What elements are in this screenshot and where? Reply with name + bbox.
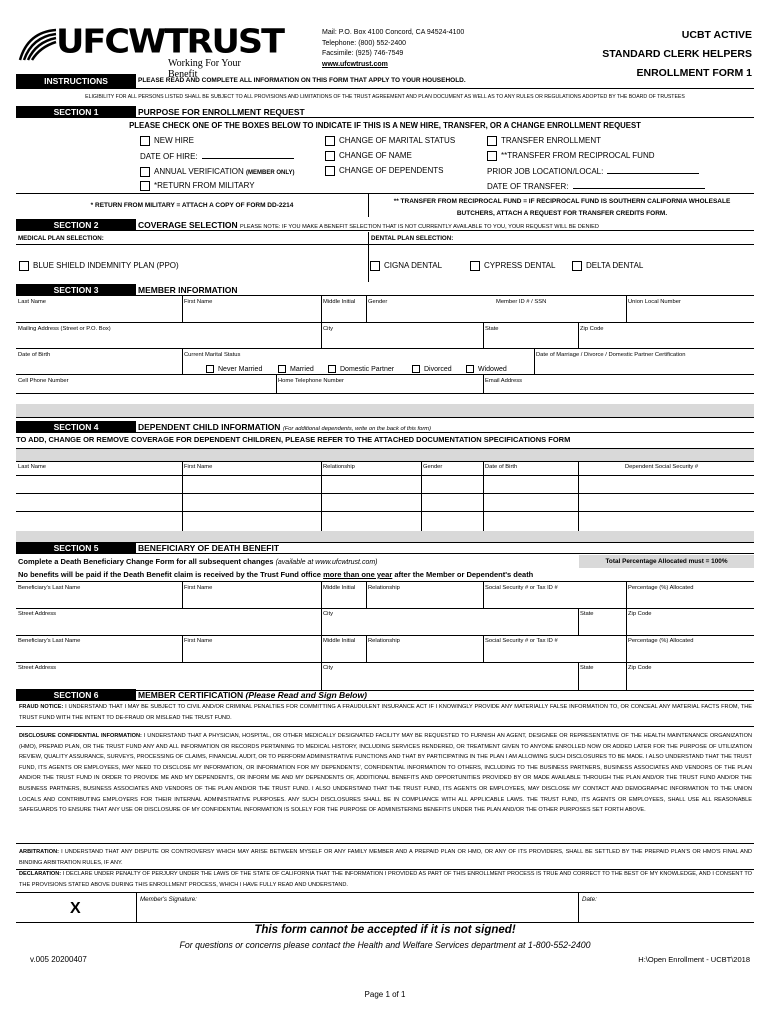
section4-label: SECTION 4	[16, 421, 136, 433]
disclosure-text: I UNDERSTAND THAT A PHYSICIAN, HOSPITAL, OR OTHER MEDICALLY DESIGNATED FACILITY MAY BE REQUESTED TO FURNISH AN AGENT, DESIGNEE OR REPRESENTATIVE OF THE HEALTH MAINTENANCE ORGANIZATION (HMO), PREPAID PLAN, OR THE TRUST FUND ANY AND ALL INFORMATION OR RECORDS PERTAINING TO MEDICAL HISTORY, INCLUDING SERVICES RENDERED, OR TREATMENT GIVEN TO ANYONE ENROLLED NOW OR ADDED LATER FOR THE PURPOSE OF UTILIZATION REVIEW, QUALITY ASSURANCE, SURVEYS, PROCESSING OF CLAIMS, FINANCIAL AUDIT, OR TO PERFORM ADMINISTRATIVE FUNCTIONS AND THAT BY PARTICIPATING IN THE PLAN I AM ALLOWING SUCH DISCLOSURES TO BE MADE. I ALSO UNDERSTAND THAT THE TRUST FUND, ITS AGENTS OR EMPLOYEES, MAY NEED TO DISCLOSE MY INFORMATION, OR INFORMATION FOR MY DEPENDENTS', CONFIDENTIAL INFORMATION TO OTHERS, INCLUDING TO THE BUSINESS PARTNERS, BUSINESS ASSOCIATES AND VENDORS OF THE PLAN AND/OR THE TRUST FUND IN ORDER TO PROVIDE ME AND MY DEPENDENTS, OR INFORM ME AND MY DEPENDENTS OF, ADDITIONAL BENEFITS AND OPPORTUNITIES PROVIDED BY OR MADE AVAILABLE THROUGH THE PLAN AND/OR THE TRUST FUND AND/OR THE BUSINESS PARTNERS, BUSINESS ASSOCIATES AND VENDORS OF THE PLAN AND/OR THE TRUST FUND. I ALSO UNDERSTAND THAT THE TRUST FUND, ITS AGENTS OR EMPLOYEES, MAY DISCLOSE MY CONTACT AND DEMOGRAPHIC INFORMATION TO THE UNION LOCALS AND CONTRIBUTING EMPLOYERS FOR THEIR INTERNAL ADMINISTRATIVE PURPOSES. ANY SUCH DISCLOSURES SHALL BE IN COMPLIANCE WITH ALL APPLICABLE LAWS. THE TRUST FUND, ITS AGENTS OR EMPLOYEES, SHALL USE ALL REASONABLE SAFEGUARDS TO ENSURE THAT ANY USE OR DISCLOSURE OF MY CONFIDENTIAL INFORMATION IS SOLELY FOR THE PURPOSE OF ADMINISTERING BENEFITS UNDER THE PLAN AND/OR THE OTHER PURPOSES SET FORTH ABOVE.	[19, 733, 752, 814]
return-military-label: *RETURN FROM MILITARY	[154, 181, 255, 191]
instructions-row	[16, 74, 754, 89]
plan-labels-row	[16, 232, 754, 245]
date-transfer-label: DATE OF TRANSFER:	[487, 182, 569, 191]
disclosure-notice	[19, 731, 752, 816]
transfer-label: TRANSFER ENROLLMENT	[501, 136, 602, 146]
member-info-grid	[16, 296, 754, 405]
military-note: * RETURN FROM MILITARY = ATTACH A COPY OF FORM DD-2214	[90, 202, 294, 209]
warning-underlined: more than one year	[323, 570, 393, 579]
ben1-last-name-field[interactable]: Beneficiary's Last Name	[18, 585, 81, 591]
prior-job-label: PRIOR JOB LOCATION/LOCAL:	[487, 167, 604, 176]
mail-address: Mail: P.O. Box 4100 Concord, CA 94524-4100	[322, 29, 465, 36]
section2-note: PLEASE NOTE: IF YOU MAKE A BENEFIT SELECTION THAT IS NOT CURRENTLY AVAILABLE TO YOU, YOUR REQUEST WILL BE DENIED	[240, 224, 599, 230]
website-link[interactable]: www.ufcwtrust.com	[322, 60, 388, 68]
reciprocal-note	[370, 196, 754, 220]
member-zip-field[interactable]: Zip Code	[580, 326, 604, 332]
ben2-city-field[interactable]: City	[323, 665, 333, 671]
fraud-label: FRAUD NOTICE:	[19, 704, 64, 710]
marital-label: CHANGE OF MARITAL STATUS	[339, 136, 456, 146]
dep-col-first-name: First Name	[184, 464, 213, 470]
section4-title-text: DEPENDENT CHILD INFORMATION	[138, 422, 281, 432]
reciprocal-checkbox[interactable]	[487, 151, 497, 161]
section2-title-text: COVERAGE SELECTION	[138, 220, 238, 230]
new-hire-option[interactable]	[140, 136, 194, 146]
married-option[interactable]	[278, 365, 314, 373]
ufcw-trust-logo	[18, 23, 283, 80]
reciprocal-option[interactable]	[487, 151, 655, 161]
annual-verification-label: ANNUAL VERIFICATION	[154, 167, 244, 177]
divorced-checkbox[interactable]	[412, 365, 420, 373]
member-dob-field[interactable]: Date of Birth	[18, 352, 51, 358]
widowed-label: Widowed	[478, 365, 507, 373]
name-change-checkbox[interactable]	[325, 151, 335, 161]
declaration-text: I DECLARE UNDER PENALTY OF PERJURY UNDER THE LAWS OF THE STATE OF CALIFORNIA THAT THE INFORMATION I PROVIDED AS PART OF THIS ENROLLMENT PROCESS IS TRUE AND CORRECT TO THE BEST OF MY KNOWLEDGE, AND I CONSENT TO THE PROVISIONS STATED ABOVE DURING THIS ENROLLMENT PROCESS, WHICH I HAVE FULLY READ AND UNDERSTAND.	[19, 871, 752, 888]
mailing-address-field[interactable]: Mailing Address (Street or P.O. Box)	[18, 326, 111, 332]
member-last-name-field[interactable]: Last Name	[18, 299, 47, 305]
date-marriage-field[interactable]: Date of Marriage / Divorce / Domestic Partner Certification	[536, 352, 686, 358]
date-label: Date:	[582, 896, 597, 903]
section4-title-note: (For additional dependents, write on the back of this form)	[282, 426, 432, 432]
ben2-relationship-field[interactable]: Relationship	[368, 638, 400, 644]
blue-shield-checkbox[interactable]	[19, 261, 29, 271]
section5-header	[16, 542, 754, 554]
email-field[interactable]: Email Address	[485, 378, 523, 384]
domestic-partner-option[interactable]	[328, 365, 394, 373]
domestic-partner-label: Domestic Partner	[340, 365, 395, 373]
section3-label: SECTION 3	[16, 284, 136, 296]
new-hire-label: NEW HIRE	[154, 136, 194, 146]
signature-row	[16, 892, 754, 923]
ben1-first-name-field[interactable]: First Name	[184, 585, 213, 591]
cypress-checkbox[interactable]	[470, 261, 480, 271]
divorced-option[interactable]	[412, 365, 452, 373]
cell-phone-field[interactable]: Cell Phone Number	[18, 378, 69, 384]
never-married-checkbox[interactable]	[206, 365, 214, 373]
divorced-label: Divorced	[424, 365, 452, 373]
union-local-field[interactable]: Union Local Number	[628, 299, 681, 305]
warning-a: No benefits will be paid if the Death Benefit claim is received by the Trust Fund office	[18, 570, 321, 579]
section2-label: SECTION 2	[16, 219, 136, 231]
section2-header	[16, 219, 754, 231]
section5-complete-row	[16, 555, 754, 568]
section5-warning	[16, 570, 754, 579]
section1-instruction: PLEASE CHECK ONE OF THE BOXES BELOW TO INDICATE IF THIS IS A NEW HIRE, TRANSFER, OR A CHANGE ENROLLMENT REQUEST	[129, 121, 641, 130]
ben2-zip-field[interactable]: Zip Code	[628, 665, 652, 671]
ben1-state-field[interactable]: State	[580, 611, 594, 617]
domestic-partner-checkbox[interactable]	[328, 365, 336, 373]
signature-x-mark: X	[70, 900, 81, 917]
arbitration-text: I UNDERSTAND THAT ANY DISPUTE OR CONTROVERSY WHICH MAY ARISE BETWEEN MYSELF OR ANY FAMILY MEMBER AND A PREPAID PLAN OR HMO, OR ANY OF ITS PROVIDERS, SHALL BE SETTLED BY THE PREPAID PLAN'S OR HMO'S FINAL AND BINDING ARBITRATION RULES, IF ANY.	[19, 849, 752, 866]
signature-field[interactable]	[140, 893, 578, 922]
return-military-checkbox[interactable]	[140, 181, 150, 191]
annual-verification-checkbox[interactable]	[140, 167, 150, 177]
member-state-field[interactable]: State	[485, 326, 499, 332]
cigna-option[interactable]	[370, 261, 442, 271]
cypress-label: CYPRESS DENTAL	[484, 261, 556, 271]
delta-label: DELTA DENTAL	[586, 261, 644, 271]
ben2-state-field[interactable]: State	[580, 665, 594, 671]
section1-label: SECTION 1	[16, 106, 136, 118]
section6-label: SECTION 6	[16, 689, 136, 701]
logo-swoosh-icon	[18, 28, 58, 62]
delta-option[interactable]	[572, 261, 643, 271]
section6-title-text: MEMBER CERTIFICATION	[138, 690, 244, 700]
reciprocal-label: **TRANSFER FROM RECIPROCAL FUND	[501, 151, 655, 161]
total-percentage-box: Total Percentage Allocated must = 100%	[579, 555, 754, 568]
logo-name: UFCWTRUST	[56, 23, 283, 61]
dependents-change-label: CHANGE OF DEPENDENTS	[339, 166, 444, 176]
reciprocal-note-line2: BUTCHERS, ATTACH A REQUEST FOR TRANSFER CREDITS FORM.	[456, 210, 668, 217]
member-only-label: (MEMBER ONLY)	[246, 170, 295, 177]
dental-plan-label: DENTAL PLAN SELECTION:	[371, 235, 454, 242]
dep-col-relationship: Relationship	[323, 464, 355, 470]
section6-header	[16, 689, 754, 701]
name-change-label: CHANGE OF NAME	[339, 151, 412, 161]
dependents-change-checkbox[interactable]	[325, 166, 335, 176]
delta-checkbox[interactable]	[572, 261, 582, 271]
ben1-city-field[interactable]: City	[323, 611, 333, 617]
section4-header	[16, 421, 754, 433]
transfer-option[interactable]	[487, 136, 601, 146]
arbitration-label: ARBITRATION:	[19, 849, 59, 855]
date-of-hire-label: DATE OF HIRE:	[140, 152, 198, 161]
section5-title: BENEFICIARY OF DEATH BENEFIT	[138, 543, 280, 553]
ben2-street-field[interactable]: Street Address	[18, 665, 57, 671]
file-path-text: H:\Open Enrollment - UCBT\2018	[638, 955, 750, 964]
widowed-option[interactable]	[466, 365, 507, 373]
member-gender-field[interactable]: Gender	[368, 299, 388, 305]
dep-col-last-name: Last Name	[18, 464, 47, 470]
instructions-label: INSTRUCTIONS	[16, 74, 136, 88]
section3-title: MEMBER INFORMATION	[138, 285, 238, 295]
marital-status-label: Current Marital Status	[184, 352, 241, 358]
name-change-option[interactable]	[325, 151, 412, 161]
ben2-first-name-field[interactable]: First Name	[184, 638, 213, 644]
member-id-field[interactable]: Member ID # / SSN	[496, 299, 547, 305]
logo-tagline: Working For Your Benefit	[168, 58, 241, 80]
home-phone-field[interactable]: Home Telephone Number	[278, 378, 344, 384]
marital-option[interactable]	[325, 136, 455, 146]
beneficiary-grid	[16, 581, 754, 691]
member-city-field[interactable]: City	[323, 326, 333, 332]
ben1-middle-initial-field[interactable]: Middle Initial	[323, 585, 356, 591]
eligibility-text: ELIGIBILITY FOR ALL PERSONS LISTED SHALL BE SUBJECT TO ALL PROVISIONS AND LIMITATIONS OF THE TRUST AGREEMENT AND PLAN DOCUMENT AS WELL AS TO ANY RULES OR REGULATIONS ADOPTED BY THE BOARD OF TRUSTEES	[85, 94, 685, 100]
arbitration-notice	[19, 847, 752, 868]
signature-label: Member's Signature:	[140, 896, 197, 903]
dependents-table	[16, 461, 754, 532]
questions-text: For questions or concerns please contact the Health and Welfare Services department at 1-800-552-2400	[179, 940, 591, 950]
ben2-last-name-field[interactable]: Beneficiary's Last Name	[18, 638, 81, 644]
cigna-label: CIGNA DENTAL	[384, 261, 443, 271]
fraud-notice	[19, 702, 752, 723]
ben1-relationship-field[interactable]: Relationship	[368, 585, 400, 591]
medical-plan-label: MEDICAL PLAN SELECTION:	[18, 235, 104, 242]
page-number: Page 1 of 1	[364, 990, 406, 999]
contact-block	[322, 28, 464, 70]
section1-title: PURPOSE FOR ENROLLMENT REQUEST	[138, 107, 305, 117]
never-married-label: Never Married	[218, 365, 263, 373]
version-text: v.005 20200407	[30, 955, 87, 964]
not-accepted-text: This form cannot be accepted if it is not signed!	[254, 924, 516, 936]
ben1-street-field[interactable]: Street Address	[18, 611, 57, 617]
declaration-notice	[19, 869, 752, 890]
ben1-zip-field[interactable]: Zip Code	[628, 611, 652, 617]
section1-header	[16, 106, 754, 118]
gray-separator-2	[16, 448, 754, 462]
blue-shield-label: BLUE SHIELD INDEMNITY PLAN (PPO)	[33, 261, 179, 271]
prior-job-field[interactable]	[487, 167, 699, 176]
ben1-percentage-field[interactable]: Percentage (%) Allocated	[628, 585, 694, 591]
instructions-text: PLEASE READ AND COMPLETE ALL INFORMATION ON THIS FORM THAT APPLY TO YOUR HOUSEHOLD.	[138, 77, 466, 84]
section5-label: SECTION 5	[16, 542, 136, 554]
warning-b: after the Member or Dependent's death	[394, 570, 534, 579]
title-line-3: ENROLLMENT FORM 1	[636, 67, 752, 79]
annual-verification-option[interactable]	[140, 167, 294, 177]
date-of-hire-field[interactable]	[140, 152, 294, 161]
fraud-text: I UNDERSTAND THAT I MAY BE SUBJECT TO CIVIL AND/OR CRIMINAL PENALTIES FOR COMMITTING A FRAUDULENT INSURANCE ACT IF I KNOWINGLY PROVIDE ANY MATERIALLY FALSE INFORMATION TO, OR CONCEAL ANY MATERIAL FACTS FROM, THE TRUST FUND WITH THE INTENT TO DE-FRAUD OR MISLEAD THE TRUST FUND.	[19, 704, 752, 721]
member-first-name-field[interactable]: First Name	[184, 299, 213, 305]
facsimile: Facsimile: (925) 746-7549	[322, 50, 404, 57]
dep-col-dob: Date of Birth	[485, 464, 518, 470]
ben1-ssn-field[interactable]: Social Security # or Tax ID #	[485, 585, 558, 591]
complete-text: Complete a Death Beneficiary Change Form for all subsequent changes	[18, 557, 274, 566]
transfer-checkbox[interactable]	[487, 136, 497, 146]
widowed-checkbox[interactable]	[466, 365, 474, 373]
section5-complete-text	[18, 557, 378, 566]
ben2-percentage-field[interactable]: Percentage (%) Allocated	[628, 638, 694, 644]
marital-checkbox[interactable]	[325, 136, 335, 146]
disclosure-label: DISCLOSURE CONFIDENTIAL INFORMATION:	[19, 733, 142, 739]
telephone: Telephone: (800) 552-2400	[322, 39, 407, 47]
new-hire-checkbox[interactable]	[140, 136, 150, 146]
return-military-option[interactable]	[140, 181, 255, 191]
title-line-1: UCBT ACTIVE	[681, 29, 752, 41]
dep-col-ssn: Dependent Social Security #	[625, 464, 699, 470]
cigna-checkbox[interactable]	[370, 261, 380, 271]
declaration-label: DECLARATION:	[19, 871, 62, 877]
cypress-option[interactable]	[470, 261, 555, 271]
ben2-ssn-field[interactable]: Social Security # or Tax ID #	[485, 638, 558, 644]
date-field[interactable]	[582, 893, 754, 922]
reciprocal-note-line1: ** TRANSFER FROM RECIPROCAL FUND = IF RECIPROCAL FUND IS SOUTHERN CALIFORNIA WHOLESALE	[393, 198, 731, 205]
dep-col-gender: Gender	[423, 464, 443, 470]
available-text: (available at www.ufcwtrust.com)	[275, 559, 378, 566]
dependents-change-option[interactable]	[325, 166, 443, 176]
gray-separator	[16, 404, 754, 418]
ben2-middle-initial-field[interactable]: Middle Initial	[323, 638, 356, 644]
section4-instruction: TO ADD, CHANGE OR REMOVE COVERAGE FOR DEPENDENT CHILDREN, PLEASE REFER TO THE ATTACHED DOCUMENTATION SPECIFICATIONS FORM	[16, 435, 571, 444]
date-transfer-field[interactable]	[487, 182, 705, 191]
section6-title-note: (Please Read and Sign Below)	[245, 690, 367, 700]
title-line-2: STANDARD CLERK HELPERS	[602, 48, 752, 60]
married-checkbox[interactable]	[278, 365, 286, 373]
never-married-option[interactable]	[206, 365, 262, 373]
section3-header	[16, 284, 754, 296]
married-label: Married	[290, 365, 314, 373]
blue-shield-option[interactable]	[19, 261, 179, 271]
member-middle-initial-field[interactable]: Middle Initial	[323, 299, 356, 305]
